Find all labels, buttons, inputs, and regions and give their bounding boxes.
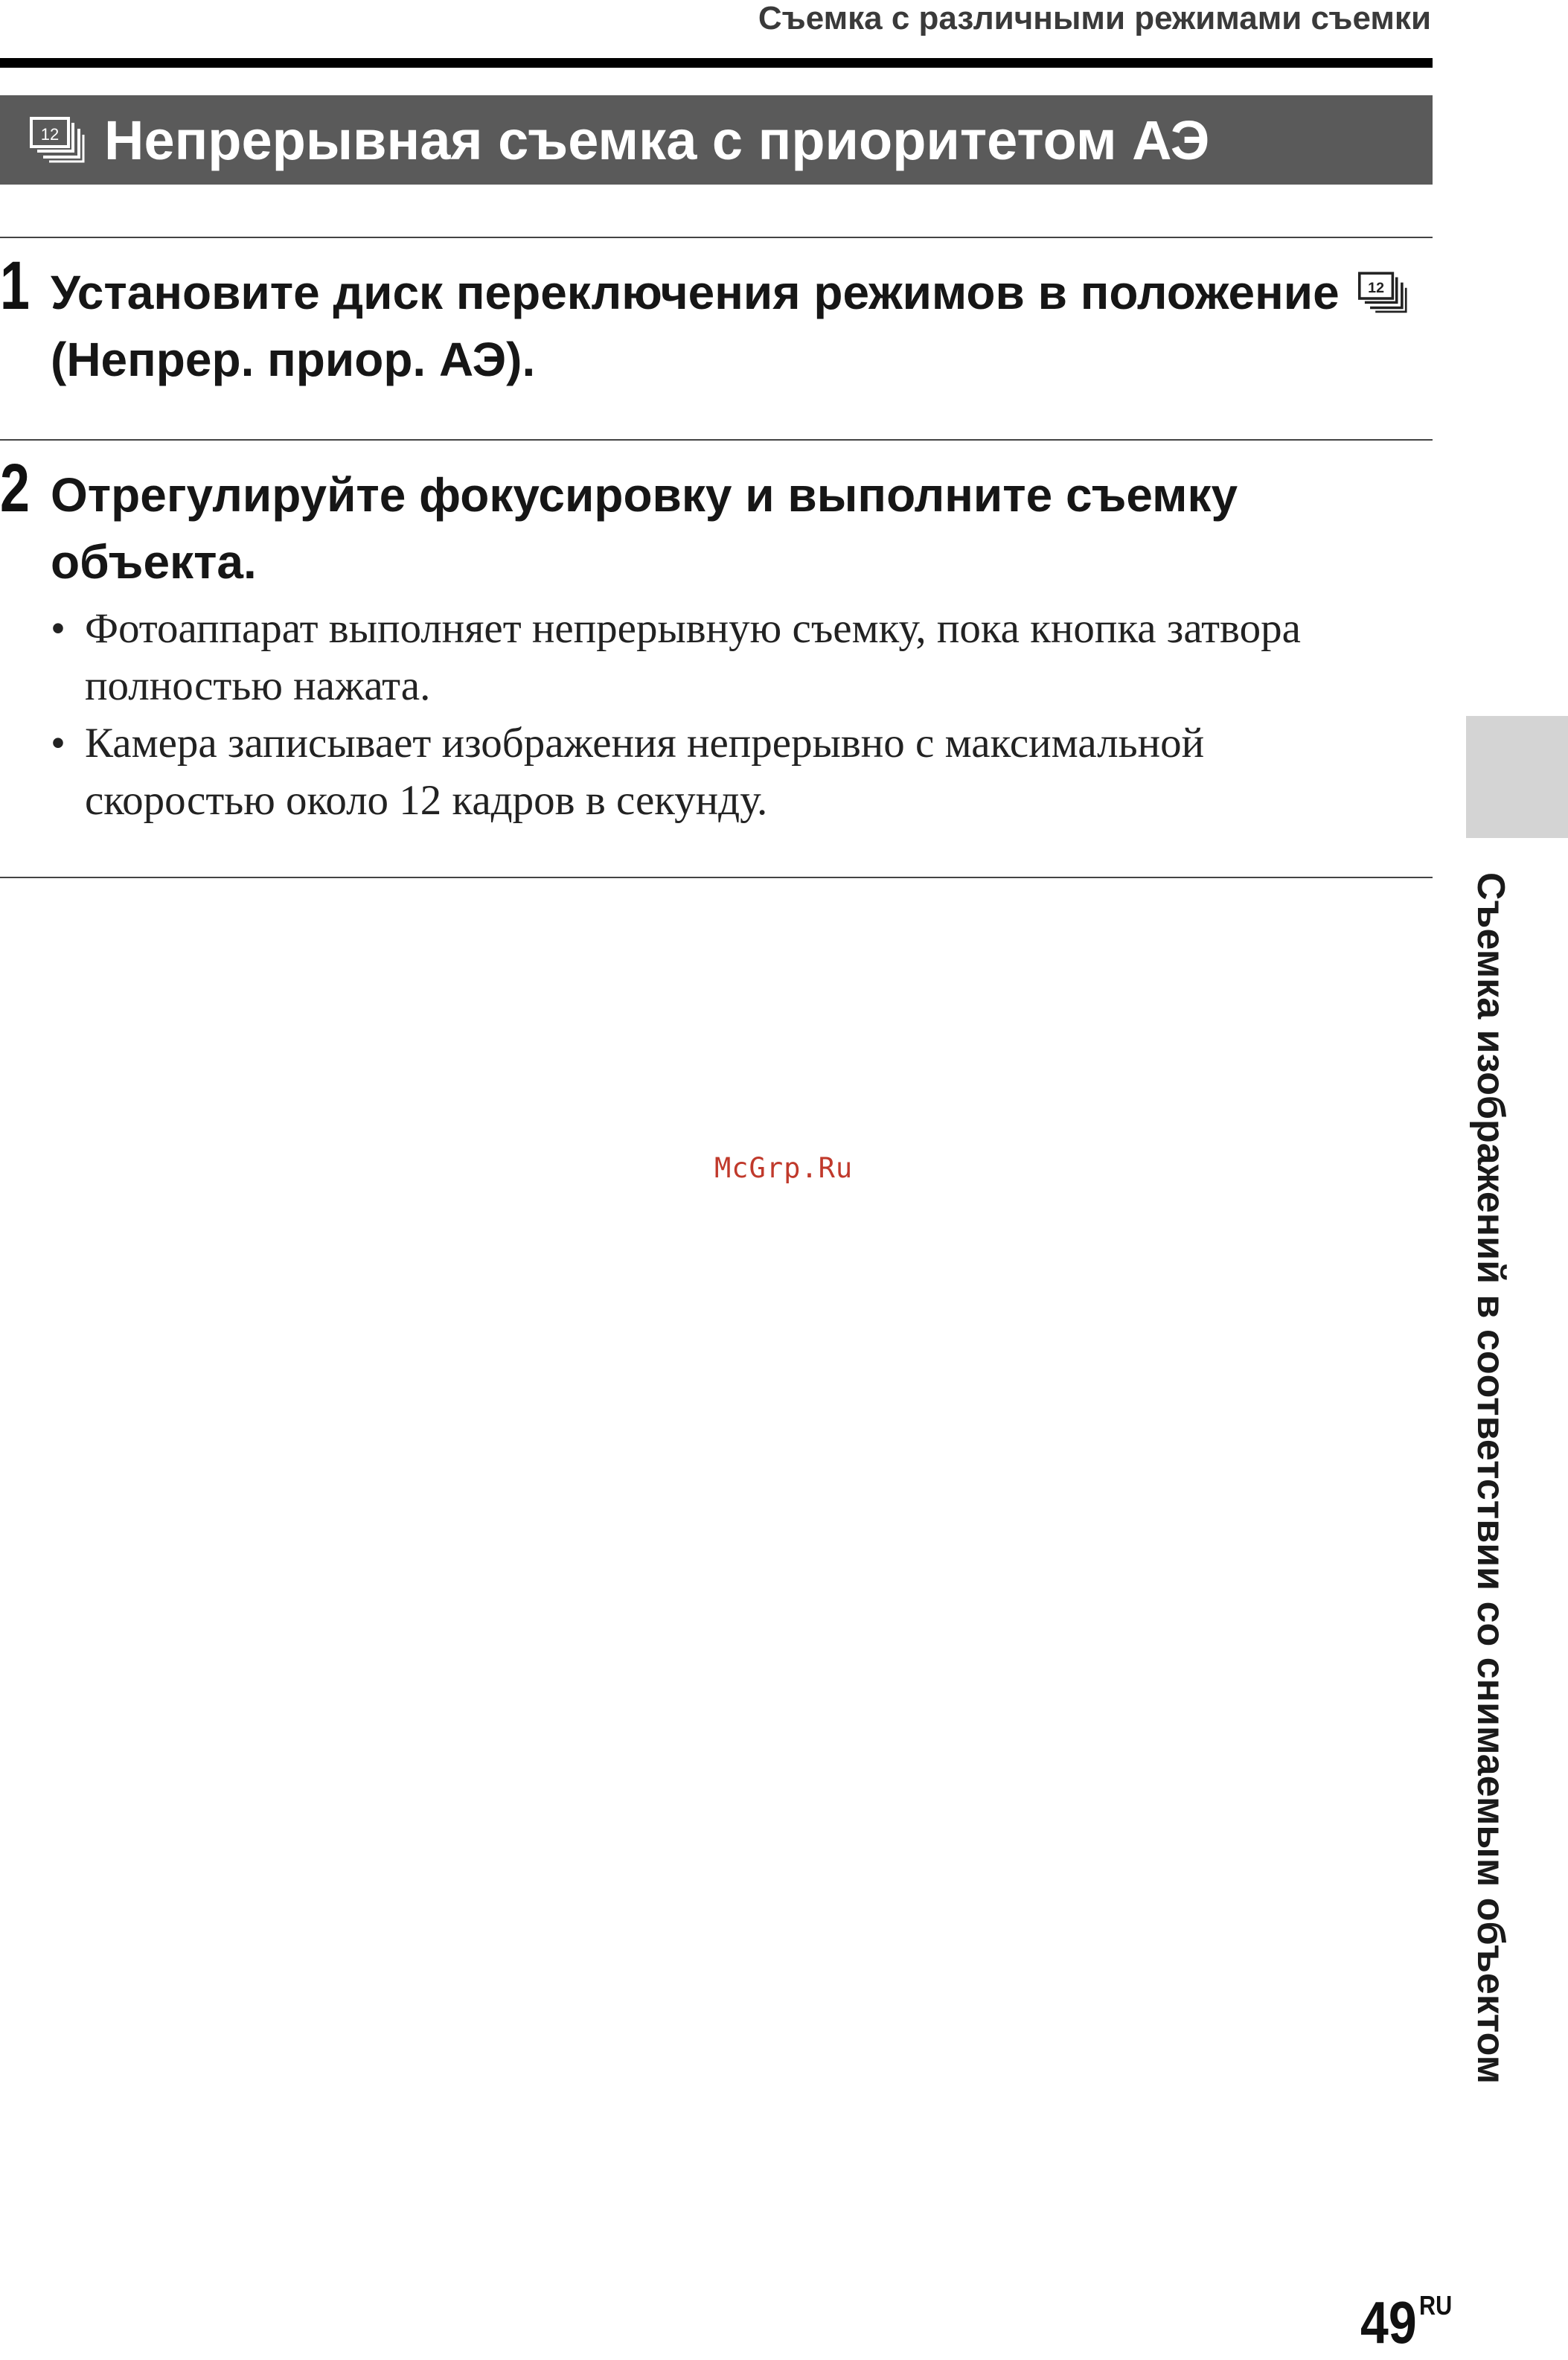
step-1-text-before: Установите диск переключения режимов в положение	[51, 266, 1340, 319]
step-2-number: 2	[0, 450, 30, 526]
burst-12-icon	[1358, 272, 1407, 313]
step-1-divider	[0, 237, 1433, 238]
step-2-text: Отрегулируйте фокусировку и выполните съемку объекта.	[51, 468, 1238, 589]
list-item	[48, 714, 1387, 829]
step-1-number: 1	[0, 248, 30, 324]
section-end-divider	[0, 877, 1433, 878]
step-1-text-after: (Непрер. приор. АЭ).	[51, 333, 536, 386]
burst-12-icon	[30, 117, 85, 163]
bullet-text: Камера записывает изображения непрерывно с максимальной скоростью около 12 кадров в секунду.	[85, 720, 1205, 824]
burst-icon-label: 12	[40, 125, 60, 144]
bullet-dot: •	[51, 605, 65, 652]
section-title: Непрерывная съемка с приоритетом АЭ	[104, 109, 1210, 171]
step-2-bullets	[48, 600, 1387, 829]
side-tab-marker	[1466, 716, 1568, 838]
bullet-text: Фотоаппарат выполняет непрерывную съемку, пока кнопка затвора полностью нажата.	[85, 605, 1301, 709]
running-header: Съемка с различными режимами съемки	[758, 0, 1431, 36]
page-lang: RU	[1419, 2290, 1453, 2321]
side-tab-text: Съемка изображений в соответствии со снимаемым объектом	[1469, 872, 1512, 2085]
page-number	[1360, 2268, 1452, 2360]
bullet-dot: •	[51, 720, 65, 767]
section-title-bar	[0, 95, 1433, 185]
watermark: McGrp.Ru	[714, 1152, 854, 1184]
burst-icon-label: 12	[1368, 280, 1385, 296]
list-item	[48, 600, 1387, 714]
header-rule	[0, 58, 1433, 68]
page-number-value: 49	[1360, 2289, 1417, 2356]
step-1-text	[51, 259, 1420, 393]
step-2-divider	[0, 439, 1433, 441]
